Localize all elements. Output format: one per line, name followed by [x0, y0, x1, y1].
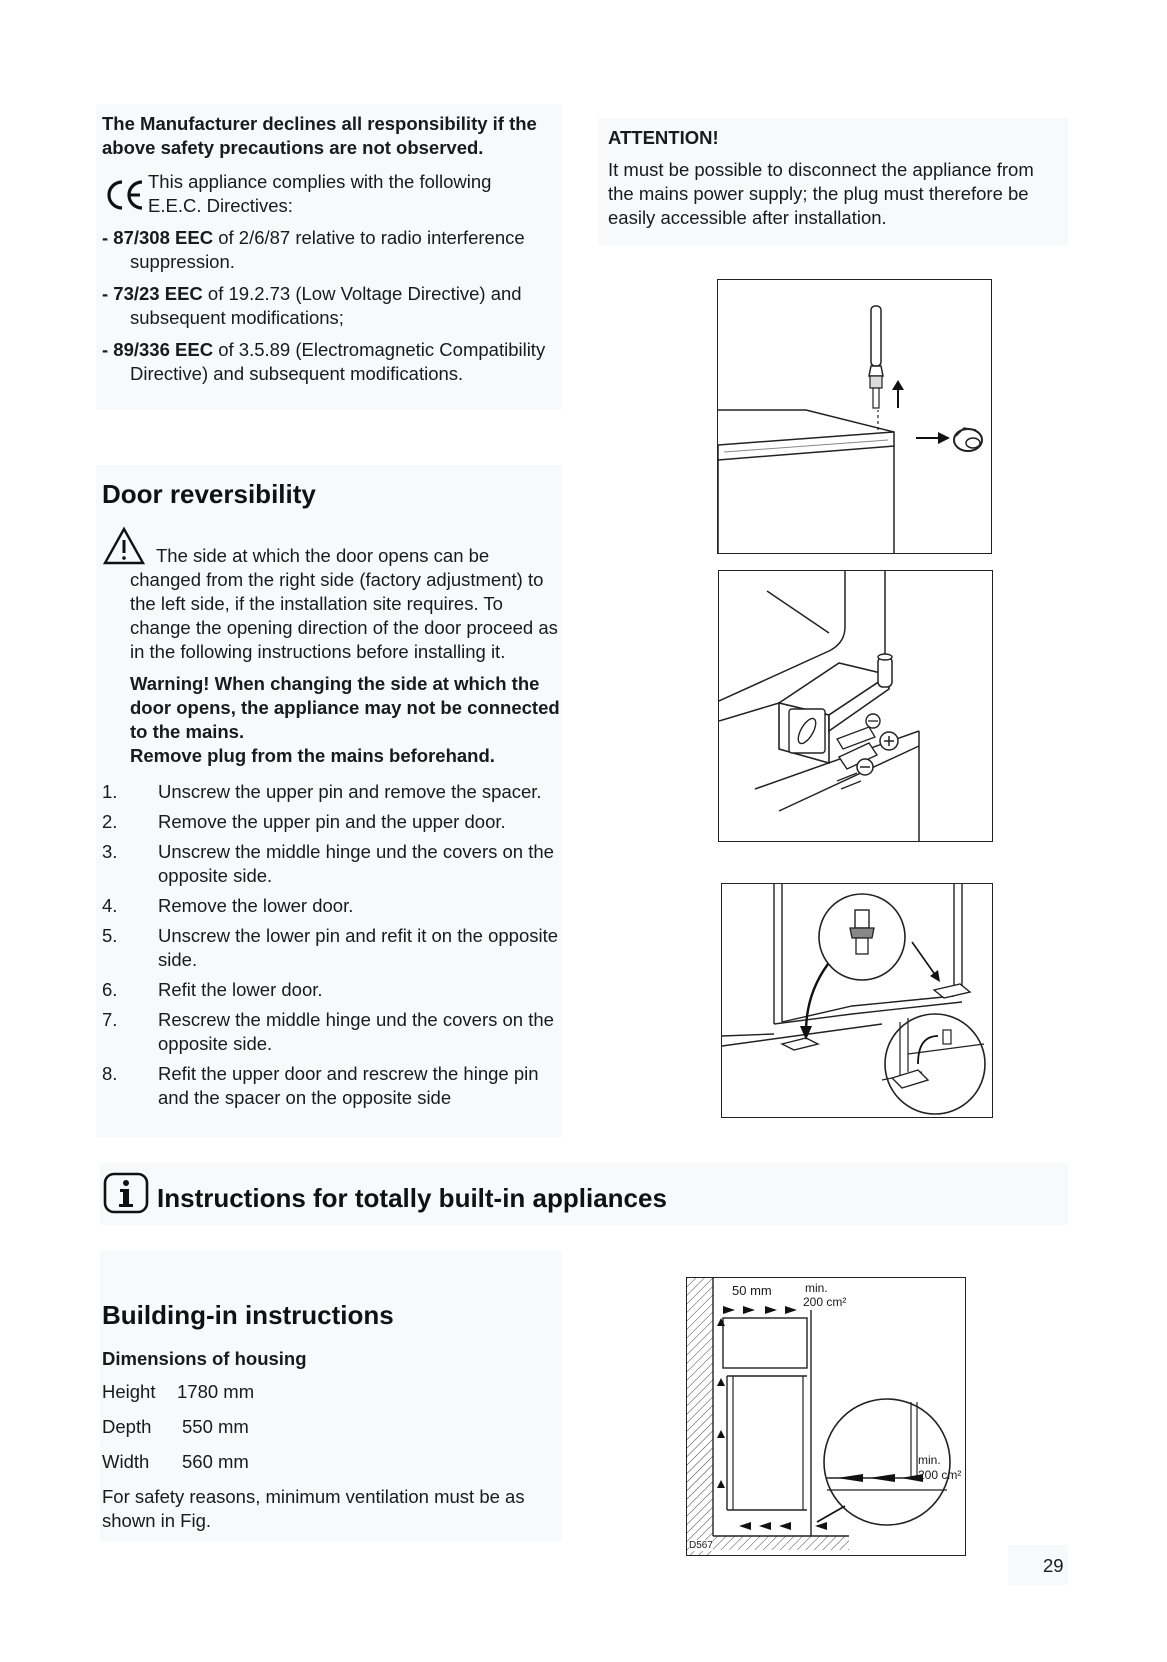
dimension-row-width: Width 560 mm	[102, 1451, 249, 1472]
door-warning-line2: Remove plug from the mains beforehand.	[130, 745, 495, 766]
door-steps-list	[102, 780, 562, 1116]
vent-top-min-label: min.	[805, 1281, 828, 1295]
door-reversibility-heading: Door reversibility	[102, 479, 316, 509]
figure-code-label: D567	[689, 1540, 713, 1551]
vent-bottom-min-label: min.	[918, 1453, 941, 1467]
attention-title: ATTENTION!	[608, 127, 719, 148]
ce-statement-row	[102, 170, 552, 218]
figure-ventilation	[686, 1277, 966, 1556]
middle-hinge-illustration	[719, 571, 992, 841]
vent-top-area-label: 200 cm²	[803, 1295, 847, 1309]
figure-lower-pin	[721, 883, 993, 1118]
list-item: 2. Remove the upper pin and the upper door.	[102, 811, 506, 832]
upper-pin-illustration	[718, 280, 991, 553]
directive-2: - 73/23 EEC of 19.2.73 (Low Voltage Directive) and subsequent modifications;	[102, 283, 522, 328]
list-item: 4. Remove the lower door.	[102, 895, 354, 916]
directive-3: - 89/336 EEC of 3.5.89 (Electromagnetic Compatibility Directive) and subsequent modifications.	[102, 339, 546, 384]
page-number: 29	[1043, 1555, 1064, 1576]
ventilation-note: For safety reasons, minimum ventilation must be as shown in Fig.	[102, 1486, 525, 1531]
list-item: 6. Refit the lower door.	[102, 979, 323, 1000]
ventilation-illustration	[687, 1278, 965, 1555]
figure-upper-pin	[717, 279, 992, 554]
manufacturer-notice: The Manufacturer declines all responsibility if the above safety precautions are not observed.	[102, 113, 537, 158]
built-in-heading-row	[103, 1172, 667, 1214]
list-item: 7. Rescrew the middle hinge und the covers on the opposite side.	[102, 1009, 554, 1054]
attention-block	[608, 126, 1063, 230]
building-in-block	[102, 1347, 557, 1533]
list-item: 1. Unscrew the upper pin and remove the spacer.	[102, 781, 542, 802]
dimension-row-depth: Depth 550 mm	[102, 1416, 249, 1437]
door-intro-text: The side at which the door opens can be changed from the right side (factory adjustment) to the left side, if the installation site requires. To change the opening direction of the door proceed as in the following instructions before installing it.	[130, 545, 558, 662]
info-icon	[103, 1172, 149, 1214]
building-in-heading: Building-in instructions	[102, 1300, 394, 1330]
door-warning-line1: Warning! When changing the side at which the door opens, the appliance may not be connected to the mains.	[130, 673, 560, 742]
attention-text: It must be possible to disconnect the appliance from the mains power supply; the plug must therefore be easily accessible after installation.	[608, 159, 1034, 228]
dimension-row-height: Height 1780 mm	[102, 1381, 255, 1402]
vent-bottom-area-label: 200 cm²	[918, 1468, 962, 1482]
housing-dimensions-heading: Dimensions of housing	[102, 1348, 307, 1369]
vent-gap-label: 50 mm	[732, 1283, 772, 1298]
directive-1: - 87/308 EEC of 2/6/87 relative to radio interference suppression.	[102, 227, 525, 272]
ce-statement: This appliance complies with the following E.E.C. Directives:	[148, 171, 492, 216]
door-intro-block	[102, 526, 562, 768]
lower-pin-illustration	[722, 884, 992, 1117]
warning-triangle-icon	[102, 526, 146, 566]
list-item: 3. Unscrew the middle hinge und the covers on the opposite side.	[102, 841, 554, 886]
intro-block	[102, 112, 552, 394]
built-in-heading: Instructions for totally built-in appliances	[157, 1183, 667, 1213]
list-item: 5. Unscrew the lower pin and refit it on the opposite side.	[102, 925, 559, 970]
ce-mark-icon	[102, 174, 150, 214]
figure-middle-hinge	[718, 570, 993, 842]
list-item: 8. Refit the upper door and rescrew the hinge pin and the spacer on the opposite side	[102, 1063, 539, 1108]
